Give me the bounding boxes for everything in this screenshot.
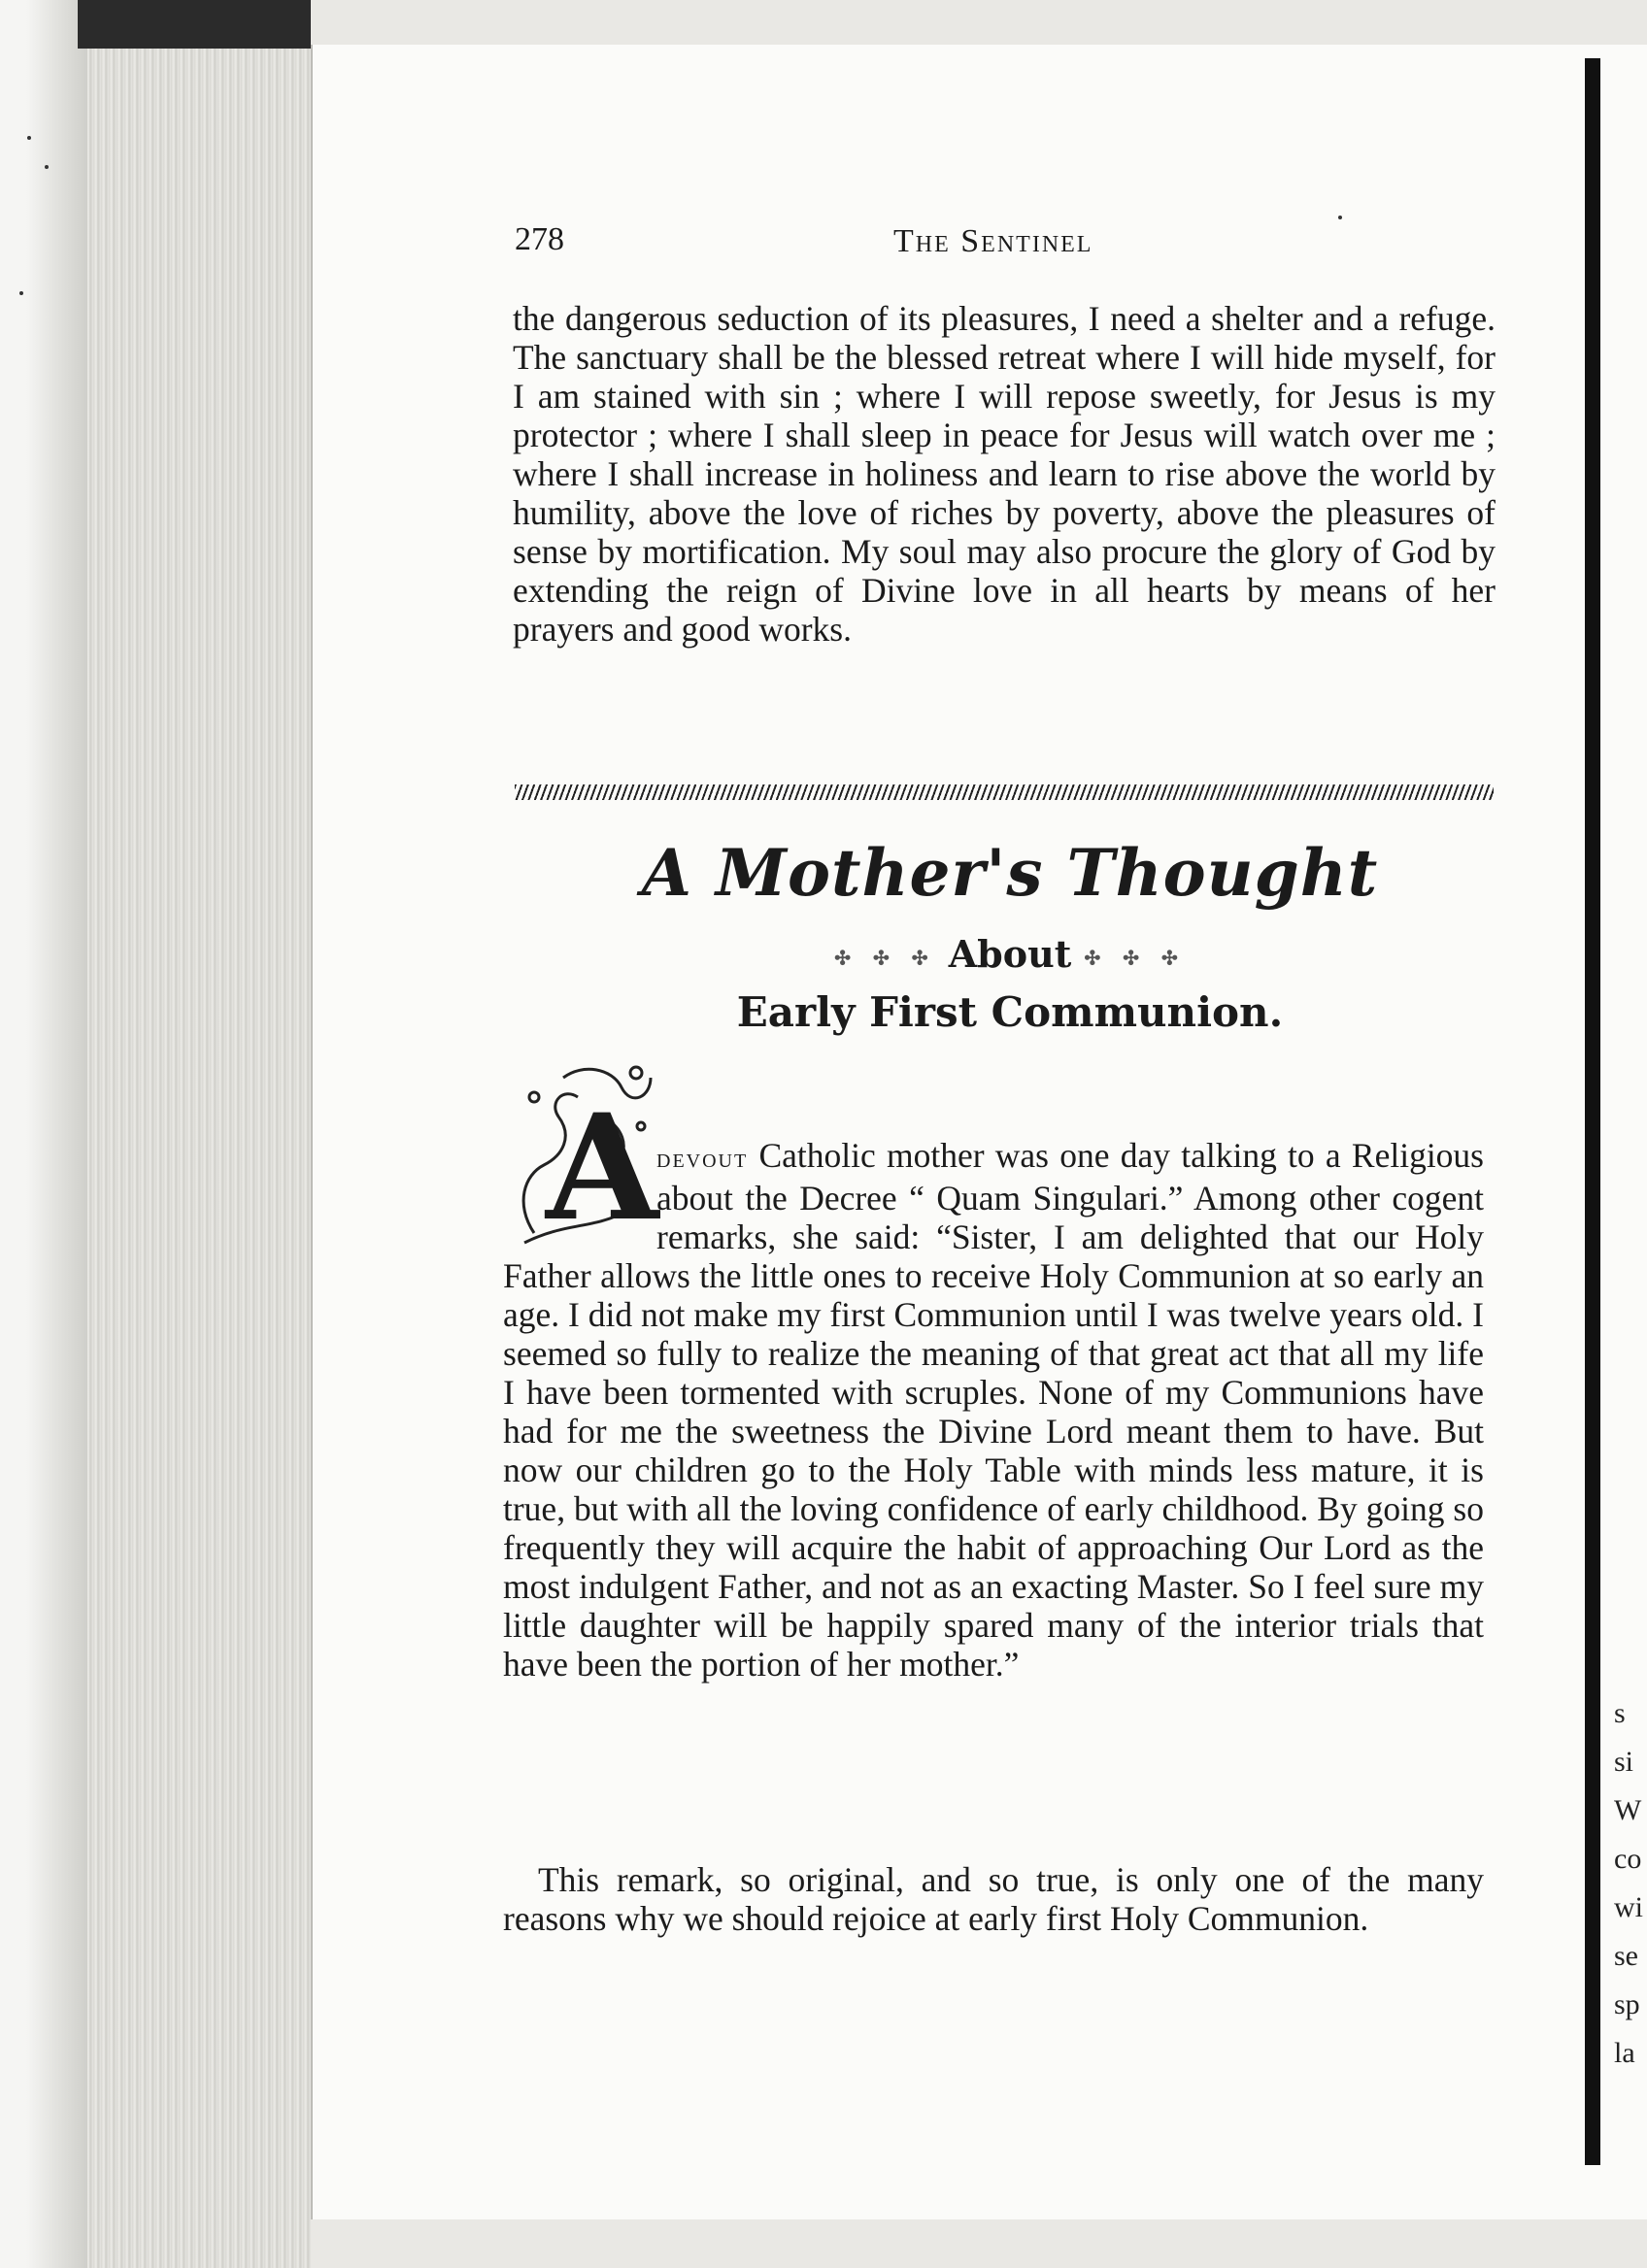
section-divider-rule bbox=[515, 784, 1494, 800]
article-subtitle-about bbox=[505, 932, 1515, 976]
drop-cap-letter: A bbox=[546, 1083, 659, 1252]
subtitle-about-text: About bbox=[948, 932, 1072, 976]
scan-speck bbox=[19, 291, 23, 295]
ornament-left: ✣ ✣ ✣ bbox=[834, 946, 936, 970]
page-header bbox=[515, 221, 1486, 270]
article-subtitle: Early First Communion. bbox=[736, 988, 1284, 1036]
facing-page-fragment: s si W co wi se sp la bbox=[1614, 1697, 1643, 2069]
drop-cap-space bbox=[503, 1136, 656, 1252]
book-page-edges bbox=[0, 0, 311, 2268]
article-title: A Mother's Thought bbox=[641, 835, 1379, 911]
page-number: 278 bbox=[515, 221, 564, 257]
lead-word: devout bbox=[656, 1144, 749, 1174]
book-cover-edge bbox=[78, 0, 311, 49]
paragraph-1: the dangerous seduction of its pleasures, I need a shelter and a refuge. The sanctuary shall be the blessed retreat where I will hide myself, for I am stained with sin ; where I will repose sweetly, for Jesus is my protector ; where I shall sleep in peace for Jesus will watch over me ; where I shall increase in holiness and learn to rise above the world by humility, above the love of riches by poverty, above the pleasures of sense by mortification. My soul may also procure the glory of God by extending the reign of Divine love in all hearts by means of her prayers and good works. bbox=[513, 299, 1496, 649]
paragraph-2-text: Catholic mother was one day talking to a Religious about the Decree “ Quam Singulari.” Among other cogent remarks, she said: “Sister, I am delighted that our Holy Father allows the little ones to receive Holy Communion at so early an age. I did not make my first Communion until I was twelve years old. I seemed so fully to realize the meaning of that great act that all my life I have been tormented with scruples. None of my Communions have had for me the sweetness the Divine Lord meant them to have. But now our children go to the Holy Table with minds less mature, it is true, but with all the loving confidence of early childhood. By going so frequently they will acquire the habit of approaching Our Lord as the most indulgent Father, and not as an exacting Master. So I feel sure my little daughter will be happily spared many of the interior trials that have been the portion of her mother.” bbox=[503, 1136, 1484, 1684]
scan-speck bbox=[1338, 216, 1342, 219]
page-edge-shadow bbox=[0, 0, 87, 2268]
book-gutter bbox=[1585, 58, 1600, 2165]
paragraph-3: This remark, so original, and so true, is only one of the many reasons why we should rejoice at early first Holy Communion. bbox=[503, 1860, 1484, 1938]
running-title: The Sentinel bbox=[893, 223, 1093, 259]
ornament-right: ✣ ✣ ✣ bbox=[1084, 946, 1186, 970]
paragraph-2 bbox=[503, 1136, 1484, 1684]
scan-speck bbox=[27, 136, 31, 140]
scan-speck bbox=[45, 165, 49, 169]
